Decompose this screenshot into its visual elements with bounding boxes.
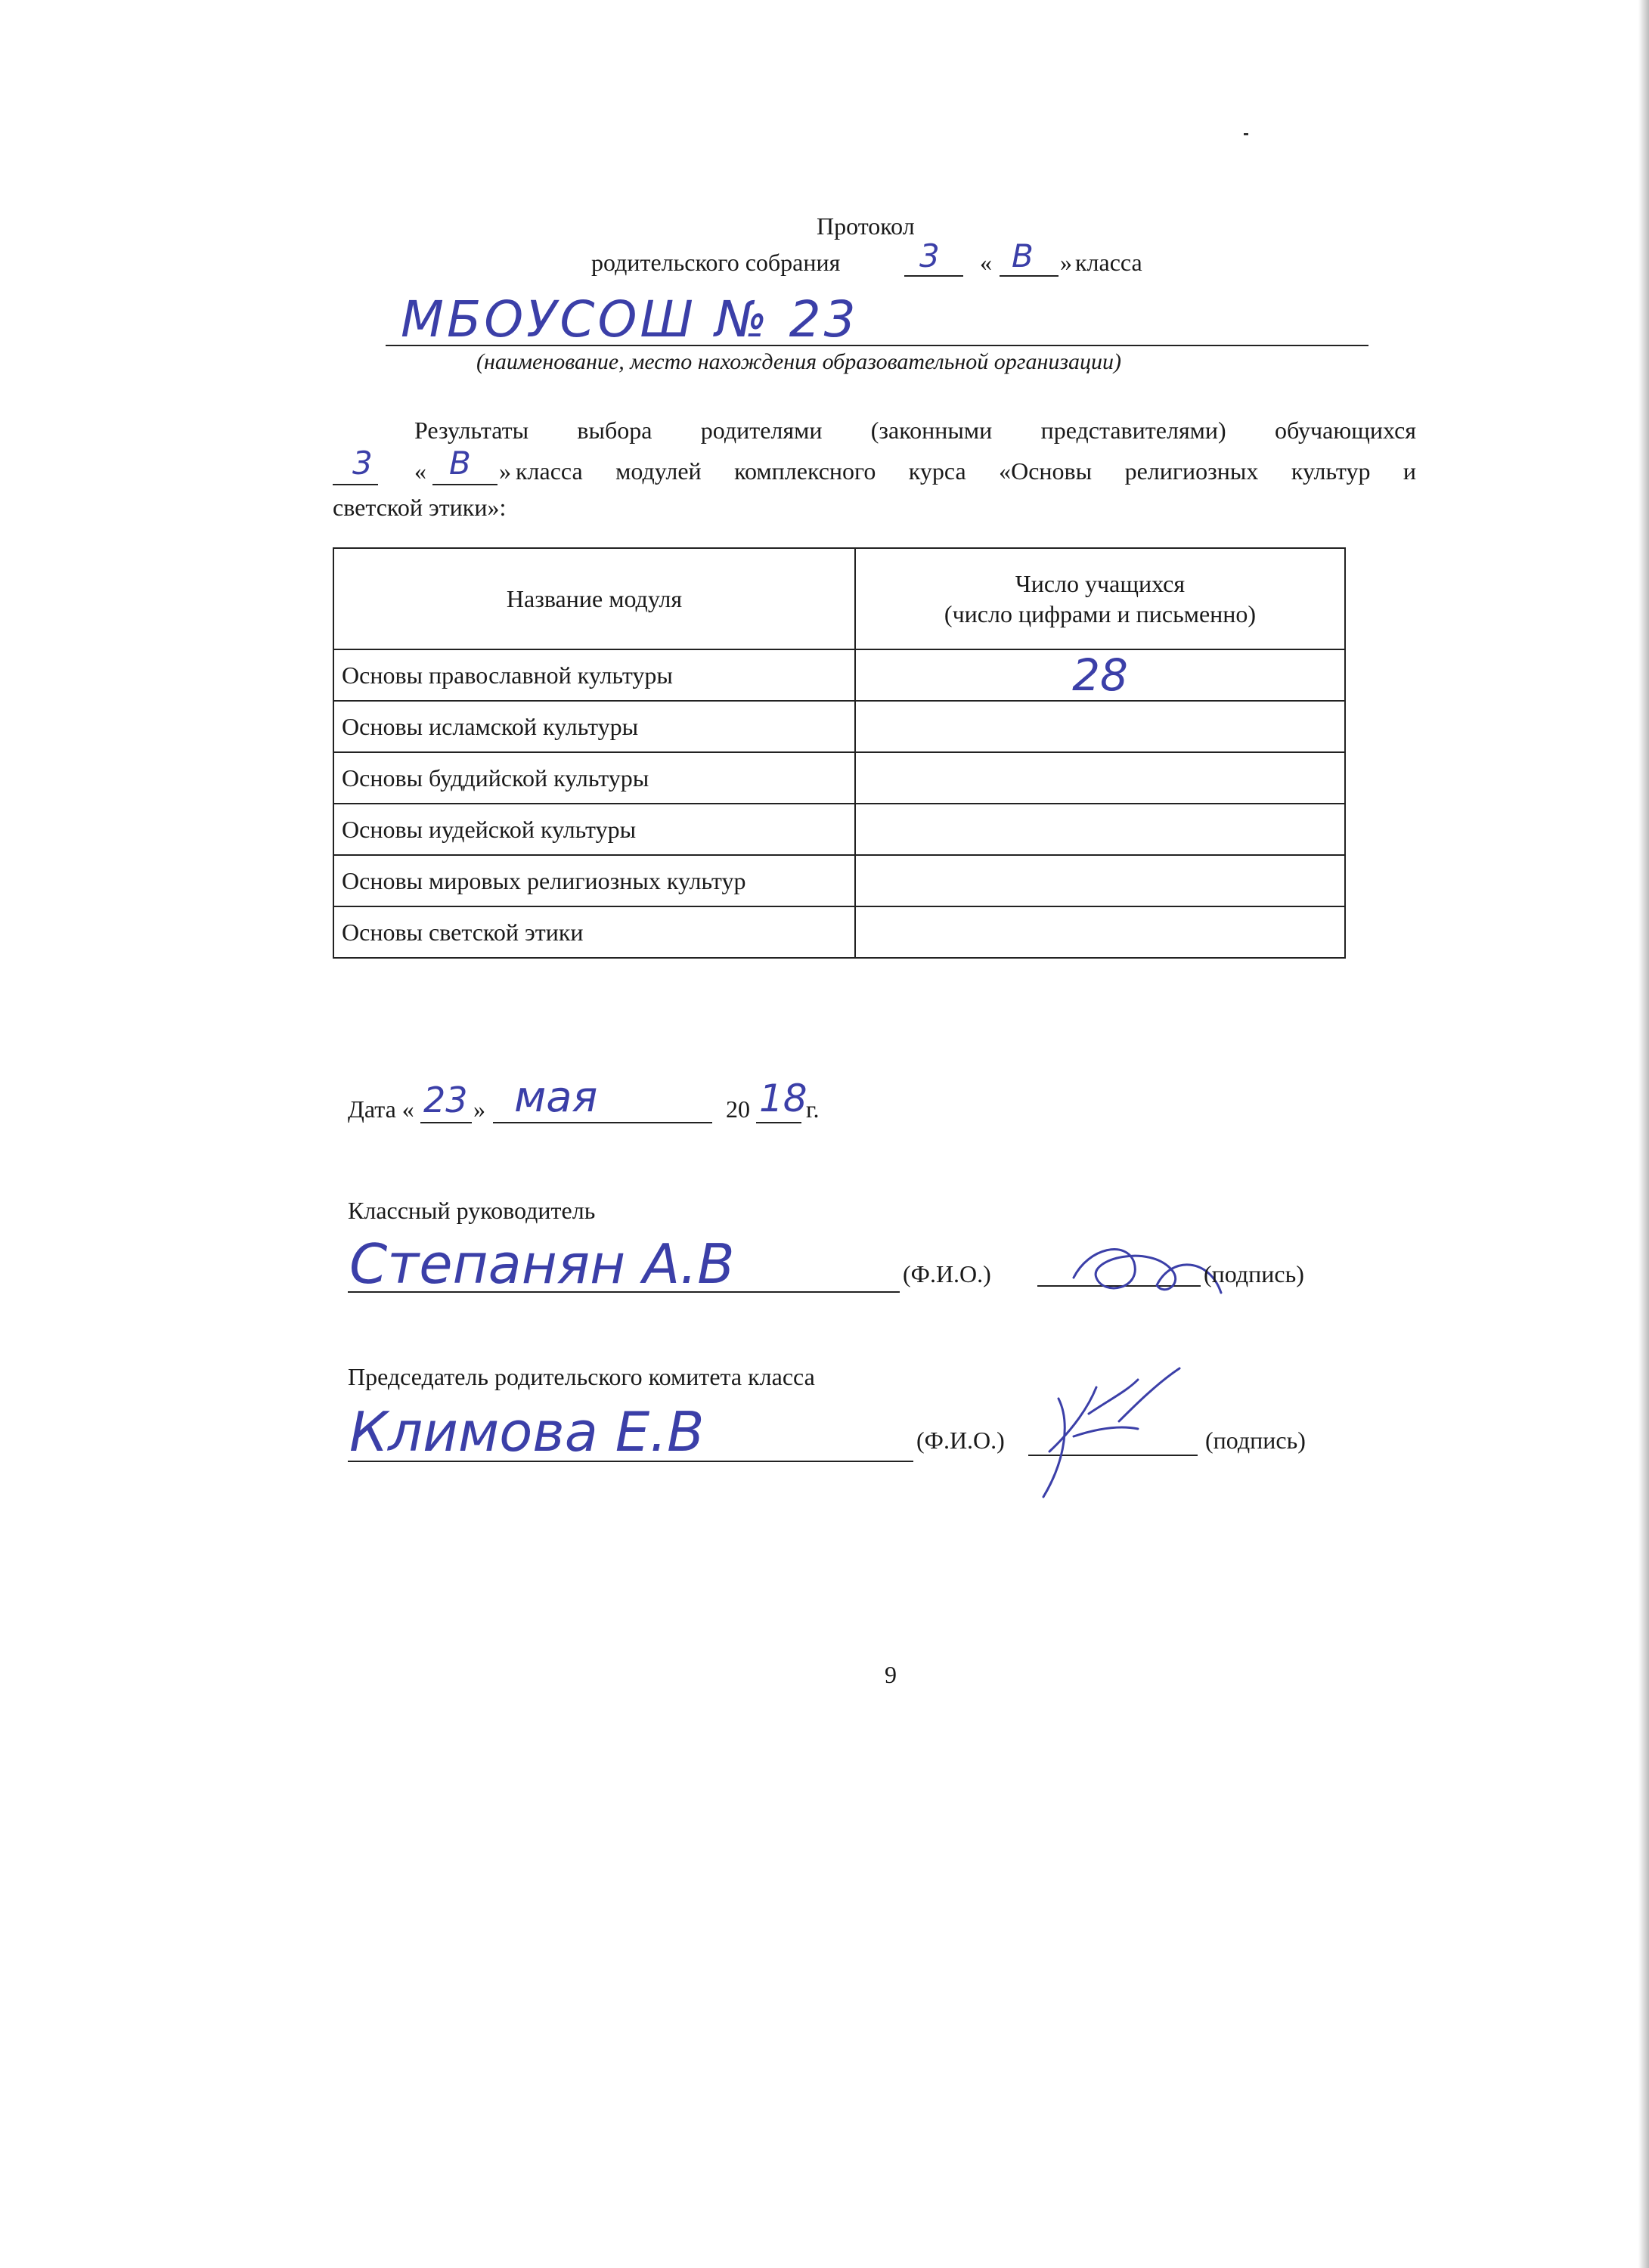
intro-letter-underline bbox=[432, 484, 497, 485]
chair-fio-label: (Ф.И.О.) bbox=[916, 1427, 1005, 1454]
student-count bbox=[855, 855, 1345, 906]
date-month-handwritten: мая bbox=[514, 1073, 598, 1122]
quote-open: « bbox=[980, 249, 992, 276]
intro-line-3: светской этики»: bbox=[333, 494, 507, 521]
intro-line-2: класса модулей комплексного курса «Основы религиозных культур и bbox=[516, 457, 1416, 485]
date-year-underline bbox=[756, 1122, 801, 1123]
teacher-name-handwritten: Степанян А.В bbox=[349, 1232, 735, 1296]
teacher-role: Классный руководитель bbox=[348, 1197, 596, 1224]
col-count-header: Число учащихся (число цифрами и письменно) bbox=[855, 548, 1345, 649]
count-handwritten: 28 bbox=[1072, 649, 1128, 701]
student-count bbox=[855, 701, 1345, 752]
teacher-signature-label: (подпись) bbox=[1204, 1260, 1304, 1287]
chair-name-handwritten: Климова Е.В bbox=[349, 1400, 705, 1464]
module-name: Основы мировых религиозных культур bbox=[333, 855, 855, 906]
col-module-header: Название модуля bbox=[333, 548, 855, 649]
table-row bbox=[333, 752, 1345, 804]
letter-handwritten: В bbox=[1012, 237, 1034, 274]
module-name: Основы буддийской культуры bbox=[333, 752, 855, 804]
letter-underline bbox=[1000, 275, 1059, 277]
date-day-underline bbox=[420, 1122, 472, 1123]
teacher-fio-label: (Ф.И.О.) bbox=[903, 1260, 991, 1287]
intro-quote-close: » bbox=[499, 457, 511, 485]
date-day-handwritten: 23 bbox=[423, 1080, 468, 1120]
school-caption: (наименование, место нахождения образовательной организации) bbox=[476, 349, 1122, 374]
table-row bbox=[333, 855, 1345, 906]
table-header-row bbox=[333, 548, 1345, 649]
student-count bbox=[855, 804, 1345, 855]
scan-edge bbox=[1638, 0, 1649, 2268]
intro-grade-handwritten: 3 bbox=[352, 445, 373, 482]
intro-letter-handwritten: В bbox=[449, 445, 471, 482]
module-name: Основы исламской культуры bbox=[333, 701, 855, 752]
modules-table bbox=[333, 547, 1346, 959]
document-title: Протокол bbox=[817, 212, 915, 240]
chair-role: Председатель родительского комитета класса bbox=[348, 1363, 815, 1390]
page-number: 9 bbox=[885, 1661, 897, 1688]
chair-signature-mark bbox=[1006, 1353, 1232, 1504]
module-name: Основы светской этики bbox=[333, 906, 855, 958]
class-label: класса bbox=[1075, 249, 1142, 276]
student-count bbox=[855, 752, 1345, 804]
table-row bbox=[333, 649, 1345, 701]
scan-speck bbox=[1244, 133, 1248, 135]
school-name-handwritten: МБОУСОШ № 23 bbox=[401, 290, 859, 349]
intro-quote-open: « bbox=[414, 457, 426, 485]
date-close-quote: » bbox=[473, 1095, 485, 1123]
date-year-suffix: г. bbox=[806, 1095, 820, 1123]
date-year-handwritten: 18 bbox=[759, 1077, 807, 1120]
module-name: Основы православной культуры bbox=[333, 649, 855, 701]
intro-line-1: Результаты выбора родителями (законными представителями) обучающихся bbox=[414, 417, 1416, 444]
grade-handwritten: 3 bbox=[919, 237, 940, 274]
table-row bbox=[333, 906, 1345, 958]
module-name: Основы иудейской культуры bbox=[333, 804, 855, 855]
date-label: Дата « bbox=[348, 1095, 414, 1123]
intro-grade-underline bbox=[333, 484, 378, 485]
student-count bbox=[855, 906, 1345, 958]
table-row bbox=[333, 701, 1345, 752]
student-count bbox=[855, 649, 1345, 701]
table-row bbox=[333, 804, 1345, 855]
date-month-underline bbox=[493, 1122, 712, 1123]
quote-close: » bbox=[1060, 249, 1072, 276]
date-year-prefix: 20 bbox=[726, 1095, 750, 1123]
meeting-line-label: родительского собрания bbox=[591, 249, 841, 276]
chair-signature-label: (подпись) bbox=[1205, 1427, 1306, 1454]
grade-underline bbox=[904, 275, 963, 277]
